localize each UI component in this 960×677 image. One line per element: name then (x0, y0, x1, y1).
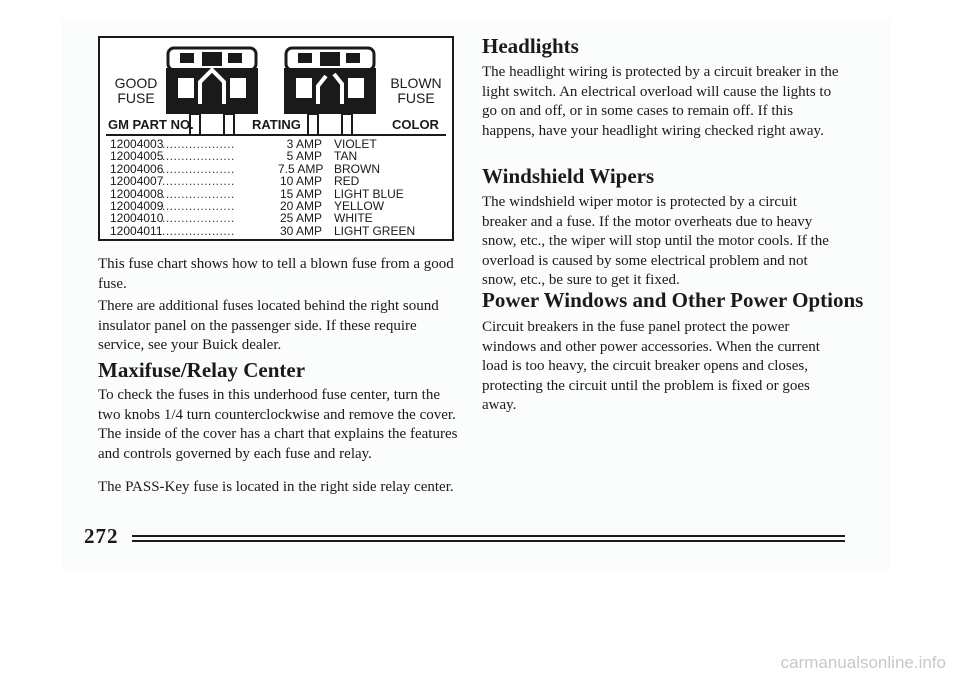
maxifuse-paragraph: To check the fuses in this underhood fuse center, turn the two knobs 1/4 turn counterclockwise and remove the cover. The inside of the cover has a chart that explains the features and controls governed by each fuse and relay. (98, 387, 458, 462)
pass-key-paragraph: The PASS-Key fuse is located in the right side relay center. (98, 479, 454, 495)
wipers-paragraph: The windshield wiper motor is protected by a circuit breaker and a fuse. If the motor overheats due to heavy snow, etc., the wiper will stop until the motor cools. If the overload is caused by some electrical problem and not snow, etc., be sure to get it fixed. (482, 194, 829, 288)
fuse-chart-rows (110, 138, 450, 237)
leader-dots: ................... (162, 223, 235, 238)
part-number: 12004011 (110, 223, 163, 238)
amp-rating: 10 AMP (279, 174, 322, 189)
heading-power-windows: Power Windows and Other Power Options (482, 288, 864, 312)
page-number: 272 (84, 524, 119, 548)
fuse-color: RED (334, 174, 360, 189)
header-part-number: GM PART NO. (108, 117, 194, 132)
part-number: 12004005 (110, 149, 164, 164)
footer-rule-bottom (132, 540, 845, 542)
part-number: 12004006 (110, 161, 164, 176)
table-row (110, 212, 450, 224)
watermark: carmanualsonline.info (780, 653, 946, 672)
amp-rating: 30 AMP (279, 223, 322, 238)
heading-headlights: Headlights (482, 34, 579, 58)
fuse-color: YELLOW (334, 198, 385, 213)
header-rating: RATING (252, 117, 301, 132)
amp-rating: 7.5 AMP (278, 161, 324, 176)
fuse-chart-figure (98, 36, 454, 241)
fuse-color: WHITE (334, 211, 373, 226)
table-row (110, 225, 450, 237)
part-number: 12004003 (110, 137, 164, 151)
additional-fuses-paragraph: There are additional fuses located behind the right sound insulator panel on the passenger side. If these require service, see your Buick dealer. (98, 298, 439, 353)
header-color: COLOR (392, 117, 439, 132)
power-windows-paragraph: Circuit breakers in the fuse panel protect the power windows and other power accessories. When the current load is too heavy, the circuit breaker opens and closes, protecting the circuit until the problem is fixed or goes away. (482, 319, 820, 413)
fuse-color: LIGHT GREEN (334, 223, 416, 238)
heading-windshield-wipers: Windshield Wipers (482, 164, 655, 188)
footer-rule-top (132, 535, 845, 537)
fuse-color: BROWN (334, 161, 380, 176)
good-fuse-label: GOOD FUSE (114, 75, 158, 106)
fuse-color: LIGHT BLUE (334, 186, 404, 201)
fuse-chart-caption: This fuse chart shows how to tell a blown fuse from a good fuse. (98, 256, 454, 292)
part-number: 12004010 (110, 211, 164, 226)
leader-dots: ................... (162, 149, 235, 164)
fuse-chart-header (106, 114, 446, 136)
leader-dots: ................... (162, 137, 235, 151)
leader-dots: ................... (162, 198, 235, 213)
table-row (110, 150, 450, 162)
blown-fuse-label: BLOWN FUSE (390, 75, 442, 106)
leader-dots: ................... (162, 161, 235, 176)
fuse-color: TAN (334, 149, 358, 164)
amp-rating: 25 AMP (279, 211, 322, 226)
part-number: 12004008 (110, 186, 164, 201)
amp-rating: 15 AMP (279, 186, 322, 201)
amp-rating: 3 AMP (286, 137, 322, 151)
part-number: 12004007 (110, 174, 164, 189)
heading-maxifuse-relay-center: Maxifuse/Relay Center (98, 358, 306, 382)
amp-rating: 20 AMP (279, 198, 322, 213)
fuse-color: VIOLET (334, 137, 377, 151)
headlights-paragraph: The headlight wiring is protected by a circuit breaker in the light switch. An electrical overload will cause the lights to go on and off, or in some cases to remain off. If this happens, have your headlight wiring checked right away. (482, 64, 839, 139)
part-number: 12004009 (110, 198, 164, 213)
leader-dots: ................... (162, 186, 235, 201)
table-row (110, 175, 450, 187)
amp-rating: 5 AMP (286, 149, 322, 164)
leader-dots: ................... (162, 211, 235, 226)
leader-dots: ................... (162, 174, 235, 189)
